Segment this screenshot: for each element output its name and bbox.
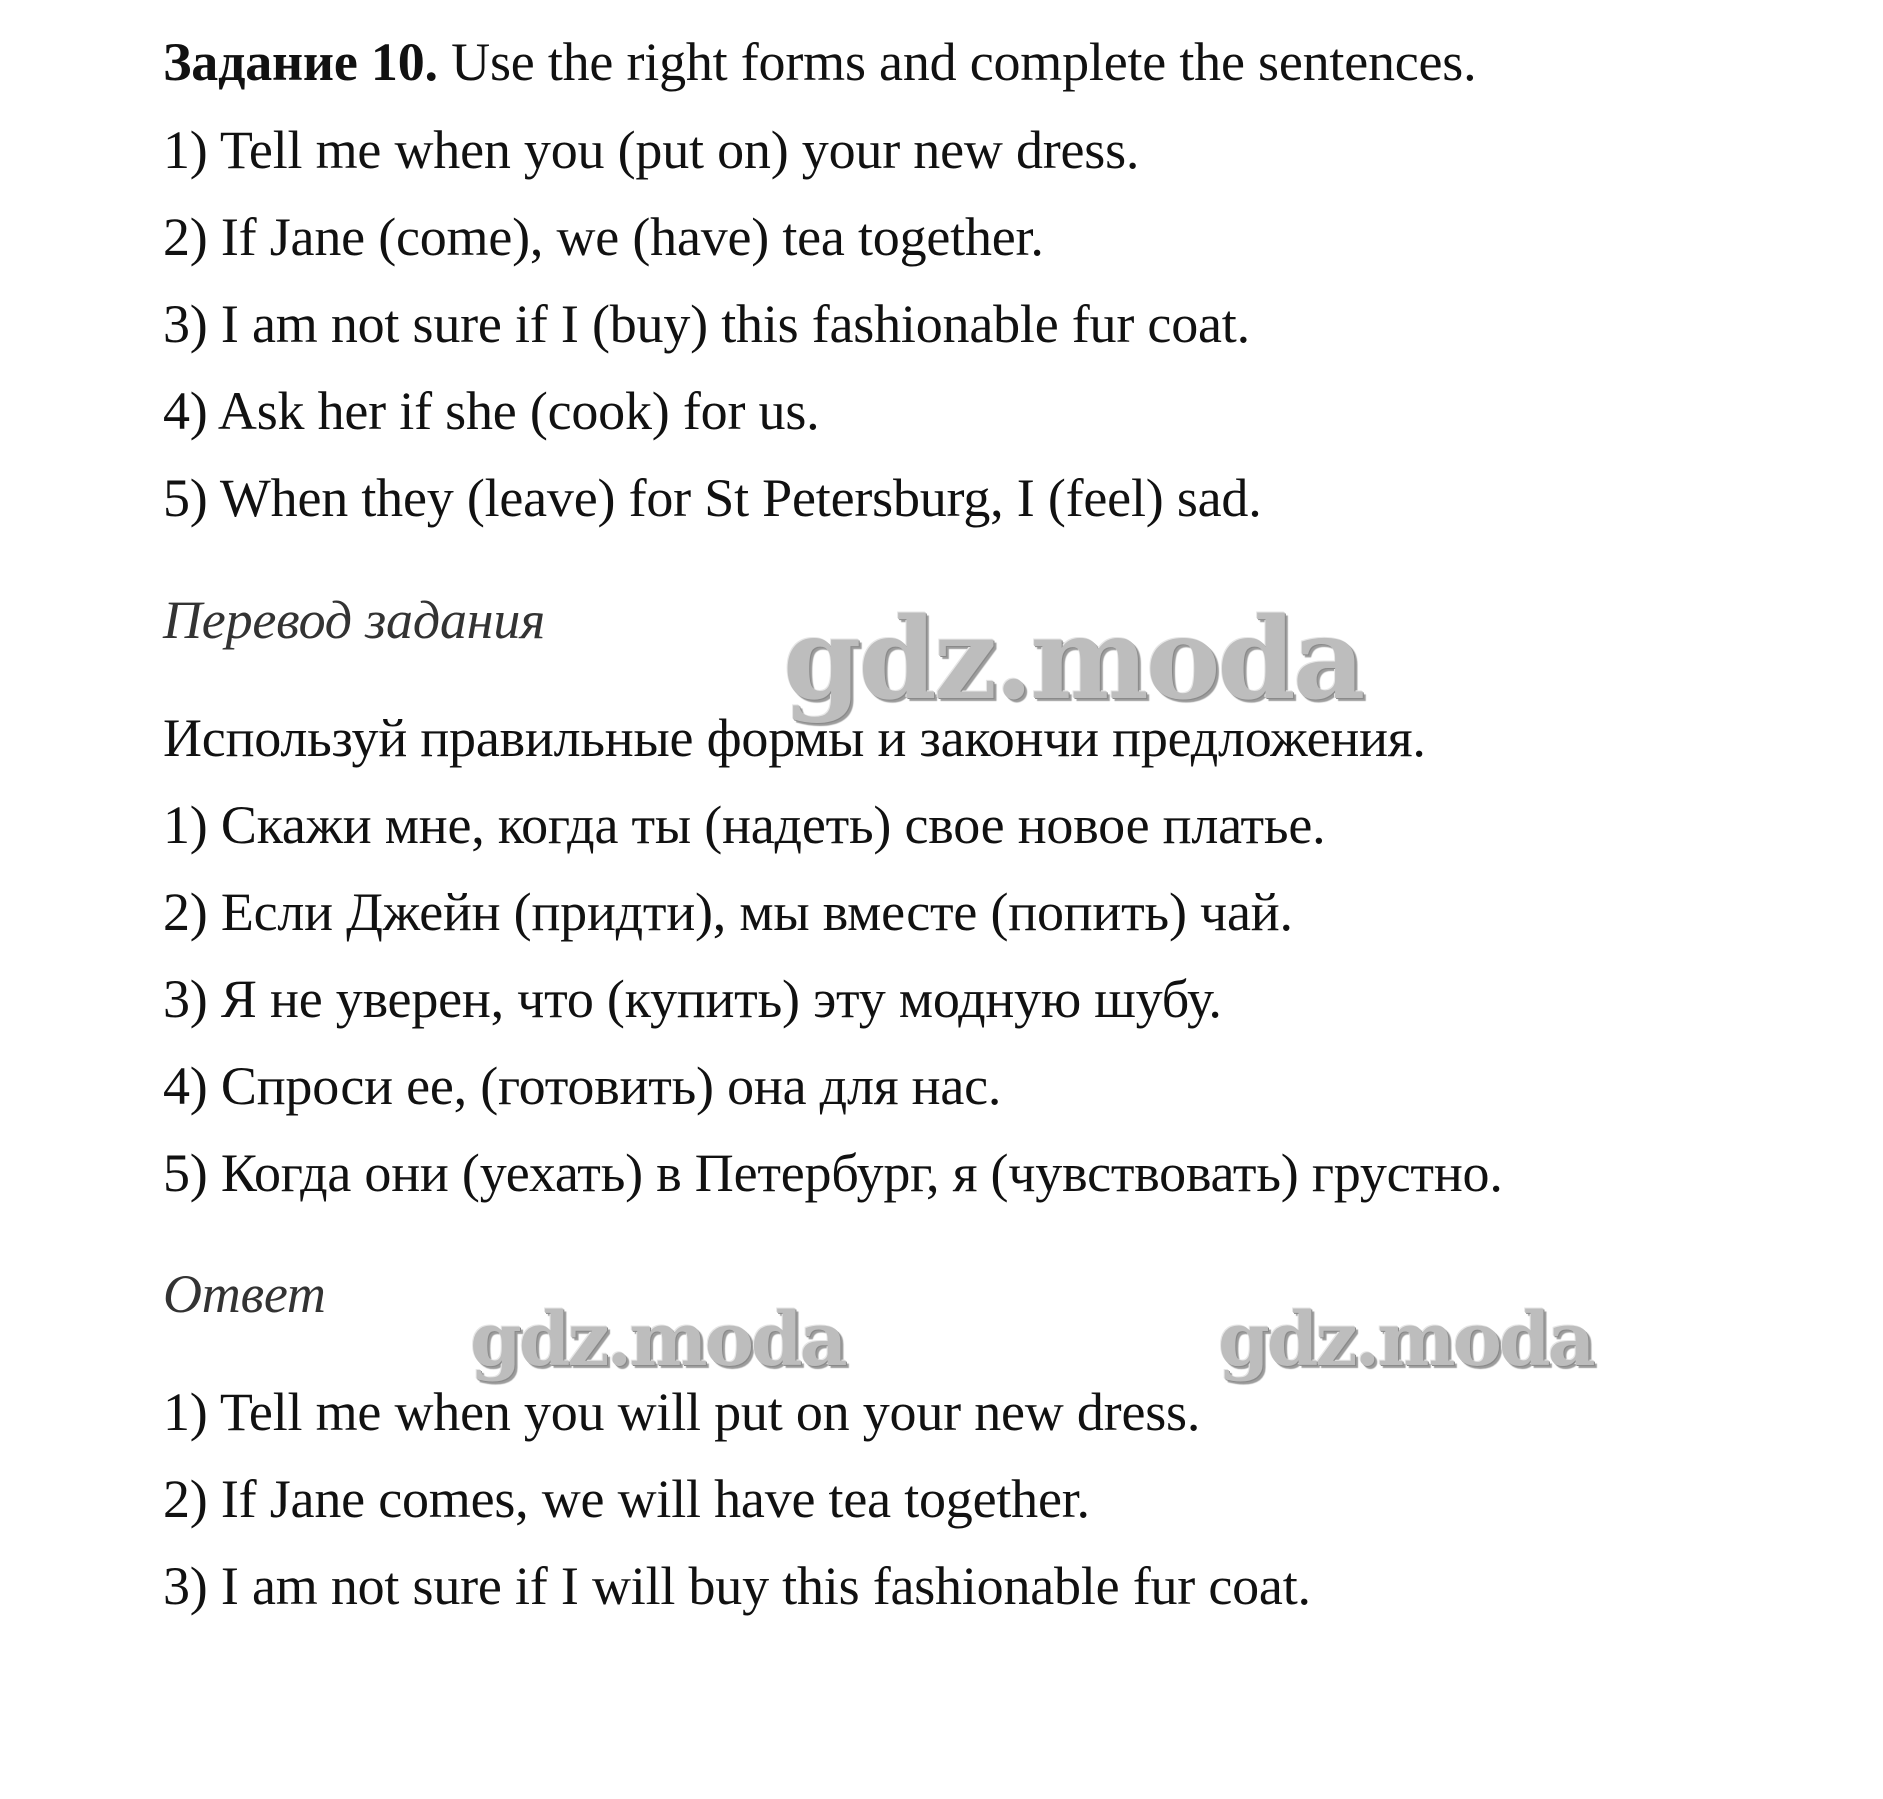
task-sentence: 5) When they (leave) for St Petersburg, I (feel) sad. [163, 468, 1262, 528]
translation-sentence: 5) Когда они (уехать) в Петербург, я (чувствовать) грустно. [163, 1143, 1503, 1203]
translation-sentence: 3) Я не уверен, что (купить) эту модную шубу. [163, 969, 1222, 1029]
answer-heading: Ответ [163, 1264, 326, 1324]
translation-sentence: 4) Спроси ее, (готовить) она для нас. [163, 1056, 1002, 1116]
task-sentence: 4) Ask her if she (cook) for us. [163, 381, 820, 441]
answer-sentence: 2) If Jane comes, we will have tea together. [163, 1469, 1090, 1529]
task-label: Задание 10. [163, 32, 438, 92]
translation-sentence: 2) Если Джейн (придти), мы вместе (попить) чай. [163, 882, 1293, 942]
watermark: gdz.moda [783, 594, 1363, 725]
answer-sentence: 1) Tell me when you will put on your new dress. [163, 1382, 1201, 1442]
translation-sentence: 1) Скажи мне, когда ты (надеть) свое новое платье. [163, 795, 1326, 855]
task-title [163, 30, 1476, 94]
task-sentence: 3) I am not sure if I (buy) this fashionable fur coat. [163, 294, 1250, 354]
translation-instruction: Используй правильные формы и закончи предложения. [163, 708, 1426, 768]
task-sentence: 2) If Jane (come), we (have) tea together. [163, 207, 1044, 267]
watermark: gdz.moda [1218, 1297, 1593, 1383]
task-sentence: 1) Tell me when you (put on) your new dress. [163, 120, 1140, 180]
watermark: gdz.moda [470, 1297, 845, 1383]
answer-sentence: 3) I am not sure if I will buy this fashionable fur coat. [163, 1556, 1311, 1616]
task-instruction: Use the right forms and complete the sentences. [451, 32, 1477, 92]
translation-heading: Перевод задания [163, 590, 546, 650]
